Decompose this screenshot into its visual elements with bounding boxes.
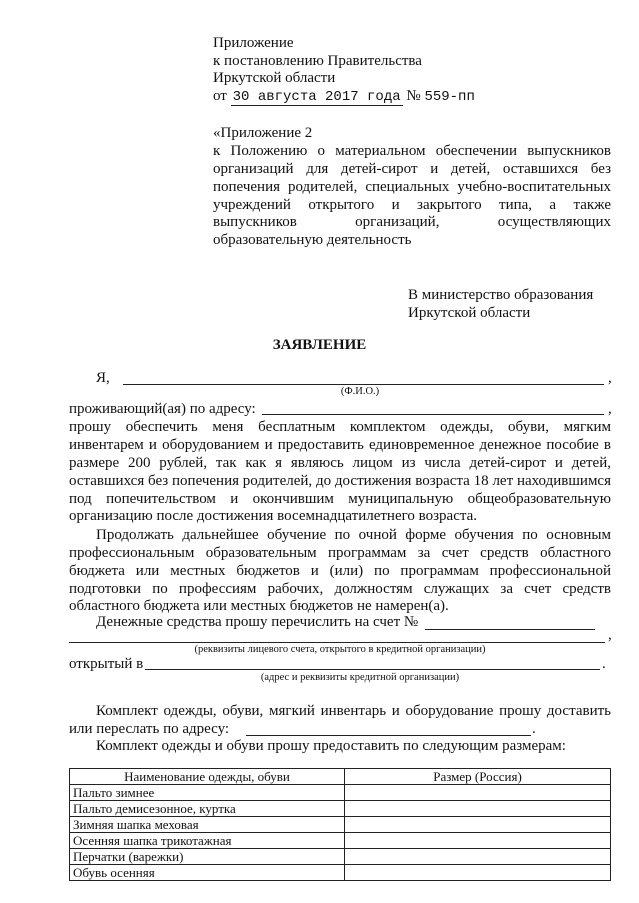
header-date-line bbox=[213, 88, 475, 105]
appendix-line-7: образовательную деятельность bbox=[213, 232, 412, 248]
money-label: Денежные средства прошу перечислить на счет № bbox=[96, 614, 419, 630]
fio-caption: (Ф.И.О.) bbox=[340, 386, 380, 397]
header-size: Размер (Россия) bbox=[345, 769, 611, 785]
bank-caption: (адрес и реквизиты кредитной организации) bbox=[260, 672, 460, 683]
fio-field[interactable] bbox=[123, 384, 604, 385]
item-name: Осенняя шапка трикотажная bbox=[70, 833, 345, 849]
table-row bbox=[70, 785, 611, 801]
body-p1-line-4: оставшихся без попечения родителей, до достижения возраста 18 лет находившимся bbox=[69, 473, 611, 489]
document-title: ЗАЯВЛЕНИЕ bbox=[272, 337, 367, 353]
header-line-1: Приложение bbox=[213, 35, 294, 51]
appendix-line-2: к Положению о материальном обеспечении выпускников bbox=[213, 143, 611, 159]
bank-period: . bbox=[602, 656, 606, 672]
body-p2-line-2: профессиональным образовательным программам за счет средств областного bbox=[69, 545, 611, 561]
body-p2-line-1: Продолжать дальнейшее обучение по очной форме обучения по основным bbox=[96, 527, 611, 543]
body-p1-line-1: прошу обеспечить меня бесплатным комплектом одежды, обуви, мягким bbox=[69, 419, 611, 435]
sizes-table bbox=[69, 768, 611, 881]
body-p3-line-2: или переслать по адресу: bbox=[69, 721, 230, 737]
table-row bbox=[70, 849, 611, 865]
sizes-table-header bbox=[70, 769, 611, 785]
body-p2-line-5: областного бюджета или местных бюджетов не намерен(а). bbox=[69, 598, 449, 614]
address-label: проживающий(ая) по адресу: bbox=[69, 401, 256, 417]
account-comma: , bbox=[608, 627, 612, 643]
size-cell[interactable] bbox=[345, 865, 611, 881]
resolution-number: 559-пп bbox=[424, 89, 475, 105]
size-cell[interactable] bbox=[345, 801, 611, 817]
address-comma: , bbox=[608, 401, 612, 417]
opened-label: открытый в bbox=[69, 656, 144, 672]
item-name: Перчатки (варежки) bbox=[70, 849, 345, 865]
body-p1-line-2: инвентарем и оборудованием и предоставить единовременное денежное пособие в bbox=[69, 437, 611, 453]
body-p1-line-3: размере 200 рублей, так как я являюсь лицом из числа детей-сирот и детей, bbox=[69, 455, 611, 471]
fio-comma: , bbox=[608, 370, 612, 386]
account-caption: (реквизиты лицевого счета, открытого в кредитной организации) bbox=[194, 644, 486, 655]
body-p1-line-6: организацию после достижения восемнадцатилетнего возраста. bbox=[69, 508, 478, 524]
table-row bbox=[70, 801, 611, 817]
account-details-field[interactable] bbox=[69, 642, 605, 643]
addressee-line-1: В министерство образования bbox=[408, 287, 594, 303]
header-line-3: Иркутской области bbox=[213, 70, 336, 86]
appendix-line-1: «Приложение 2 bbox=[213, 125, 313, 141]
number-label: № bbox=[406, 88, 421, 104]
body-p2-line-3: бюджета или местных бюджетов и (или) по программам профессиональной bbox=[69, 563, 611, 579]
resolution-date: 30 августа 2017 года bbox=[232, 89, 401, 105]
appendix-line-5: учреждений открытого и закрытого типа, а также bbox=[213, 197, 611, 213]
date-prefix: от bbox=[213, 88, 227, 104]
bank-field[interactable] bbox=[145, 669, 600, 670]
body-p2-line-4: подготовки по профессиям рабочих, должностям служащих за счет средств bbox=[69, 581, 611, 597]
table-row bbox=[70, 833, 611, 849]
delivery-period: . bbox=[532, 721, 536, 737]
body-p3-line-1: Комплект одежды, обуви, мягкий инвентарь и оборудование прошу доставить bbox=[96, 703, 611, 719]
item-name: Обувь осенняя bbox=[70, 865, 345, 881]
appendix-line-6: выпускников организаций, осуществляющих bbox=[213, 214, 611, 230]
item-name: Пальто зимнее bbox=[70, 785, 345, 801]
body-p4: Комплект одежды и обуви прошу предоставить по следующим размерам: bbox=[96, 738, 566, 754]
item-name: Зимняя шапка меховая bbox=[70, 817, 345, 833]
addressee-line-2: Иркутской области bbox=[408, 305, 531, 321]
item-name: Пальто демисезонное, куртка bbox=[70, 801, 345, 817]
appendix-line-3: организаций для детей-сирот и детей, оставшихся без bbox=[213, 161, 611, 177]
account-number-field[interactable] bbox=[425, 629, 595, 630]
size-cell[interactable] bbox=[345, 833, 611, 849]
header-line-2: к постановлению Правительства bbox=[213, 53, 422, 69]
header-item-name: Наименование одежды, обуви bbox=[70, 769, 345, 785]
body-p1-line-5: под попечительством и окончившим муниципальную общеобразовательную bbox=[69, 491, 611, 507]
appendix-line-4: попечения родителей, специальных учебно-воспитательных bbox=[213, 179, 611, 195]
size-cell[interactable] bbox=[345, 849, 611, 865]
table-row bbox=[70, 817, 611, 833]
i-label: Я, bbox=[96, 370, 110, 386]
address-field[interactable] bbox=[262, 414, 604, 415]
delivery-address-field[interactable] bbox=[246, 735, 531, 736]
table-row bbox=[70, 865, 611, 881]
size-cell[interactable] bbox=[345, 817, 611, 833]
size-cell[interactable] bbox=[345, 785, 611, 801]
